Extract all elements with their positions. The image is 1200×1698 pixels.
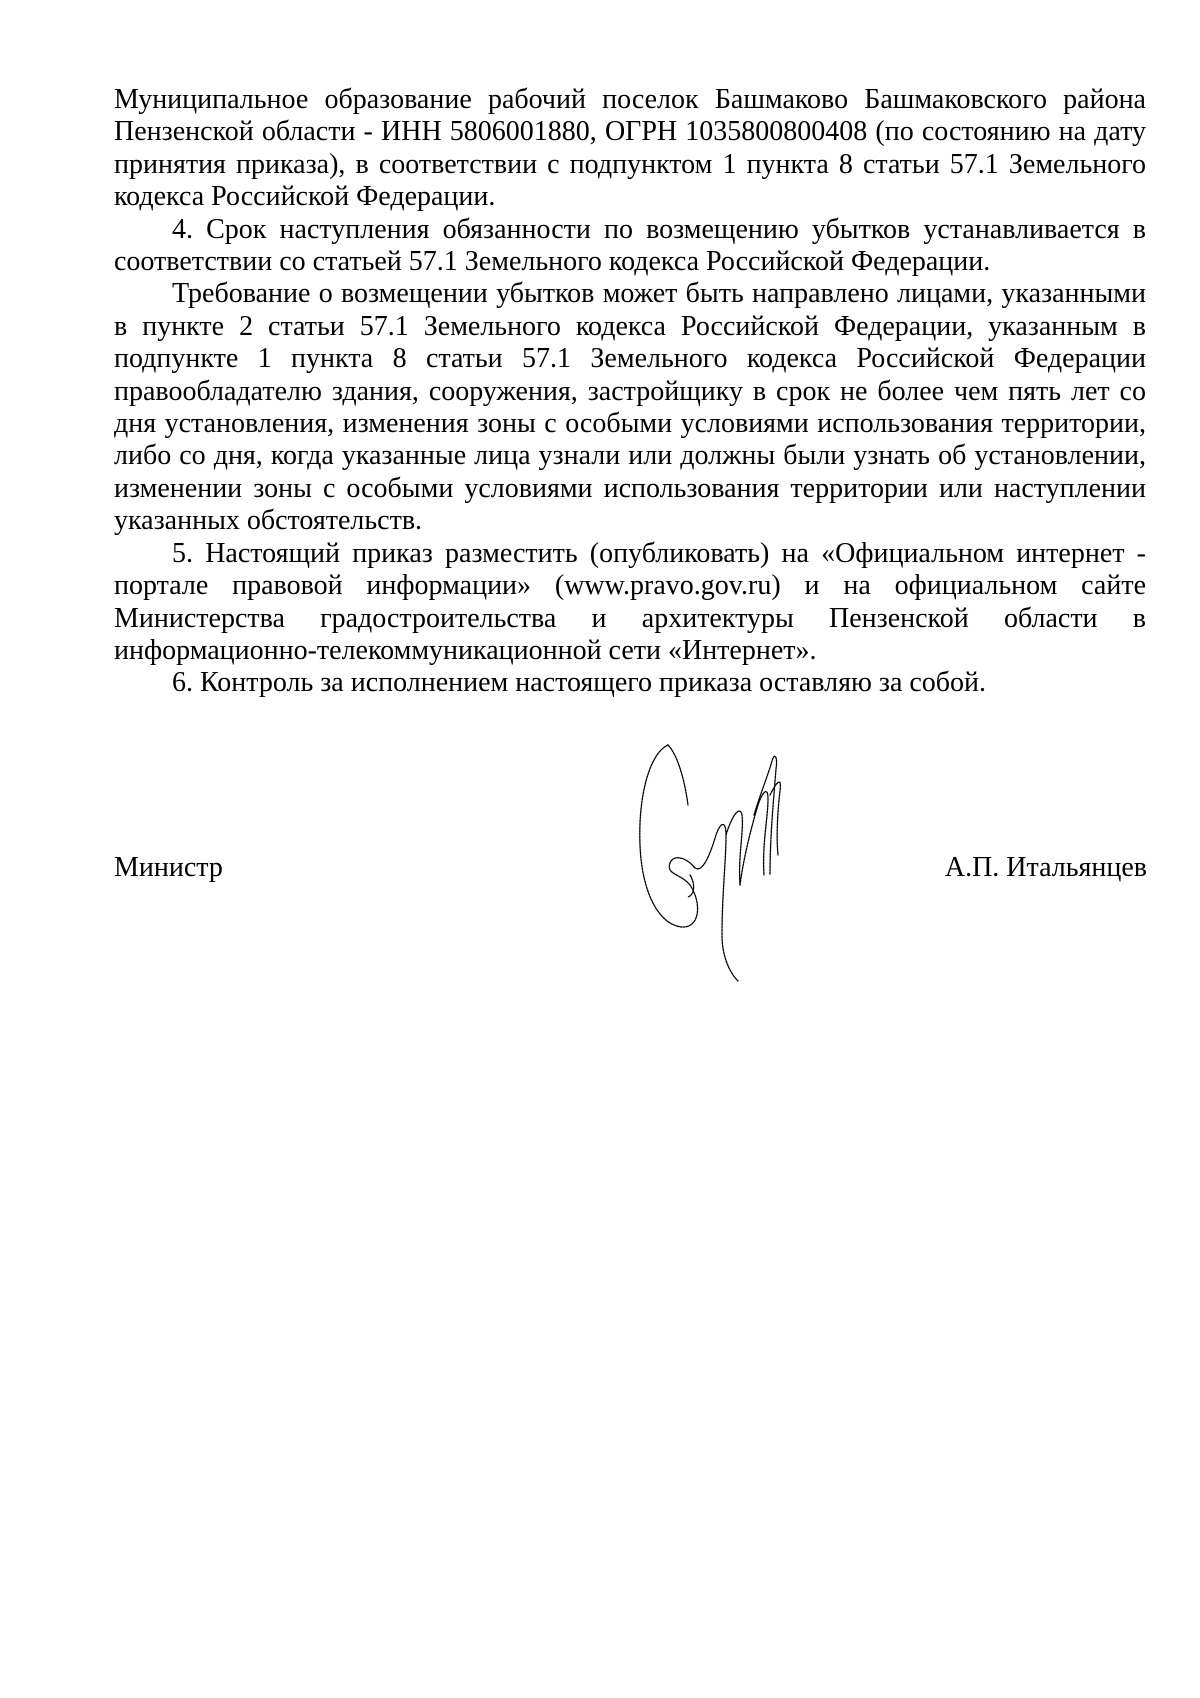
paragraph-compensation-claim: Требование о возмещении убытков может быть направлено лицами, указанными в пункте 2 статьи 57.1 Земельного кодекса Российской Федерации, указанным в подпункте 1 пункта 8 статьи 57.1 Земельного кодекса Российской Федерации правообладателю здания, сооружения, застройщику в срок не более чем пять лет со дня установления, изменения зоны с особыми условиями использования территории, либо со дня, когда указанные лица узнали или должны были узнать об установлении, изменении зоны с особыми условиями использования территории или наступлении указанных обстоятельств.	[114, 278, 1146, 537]
handwritten-signature	[630, 735, 800, 985]
paragraph-item-6: 6. Контроль за исполнением настоящего приказа оставляю за собой.	[172, 667, 987, 699]
document-body	[114, 84, 1146, 700]
paragraph-item-5: 5. Настоящий приказ разместить (опубликовать) на «Официальном интернет - портале правовой информации» (www.pravo.gov.ru) и на официальном сайте Министерства градостроительства и архитектуры Пензенской области в информационно-телекоммуникационной сети «Интернет».	[114, 537, 1146, 666]
signatory-title: Министр	[114, 852, 223, 883]
paragraph-item-4: 4. Срок наступления обязанности по возмещению убытков устанавливается в соответствии со статьей 57.1 Земельного кодекса Российской Федерации.	[114, 213, 1146, 278]
paragraph-owner-continuation: Муниципальное образование рабочий поселок Башмаково Башмаковского района Пензенской области - ИНН 5806001880, ОГРН 1035800800408 (по состоянию на дату принятия приказа), в соответствии с подпунктом 1 пункта 8 статьи 57.1 Земельного кодекса Российской Федерации.	[114, 84, 1146, 213]
signatory-name: А.П. Итальянцев	[944, 852, 1147, 883]
